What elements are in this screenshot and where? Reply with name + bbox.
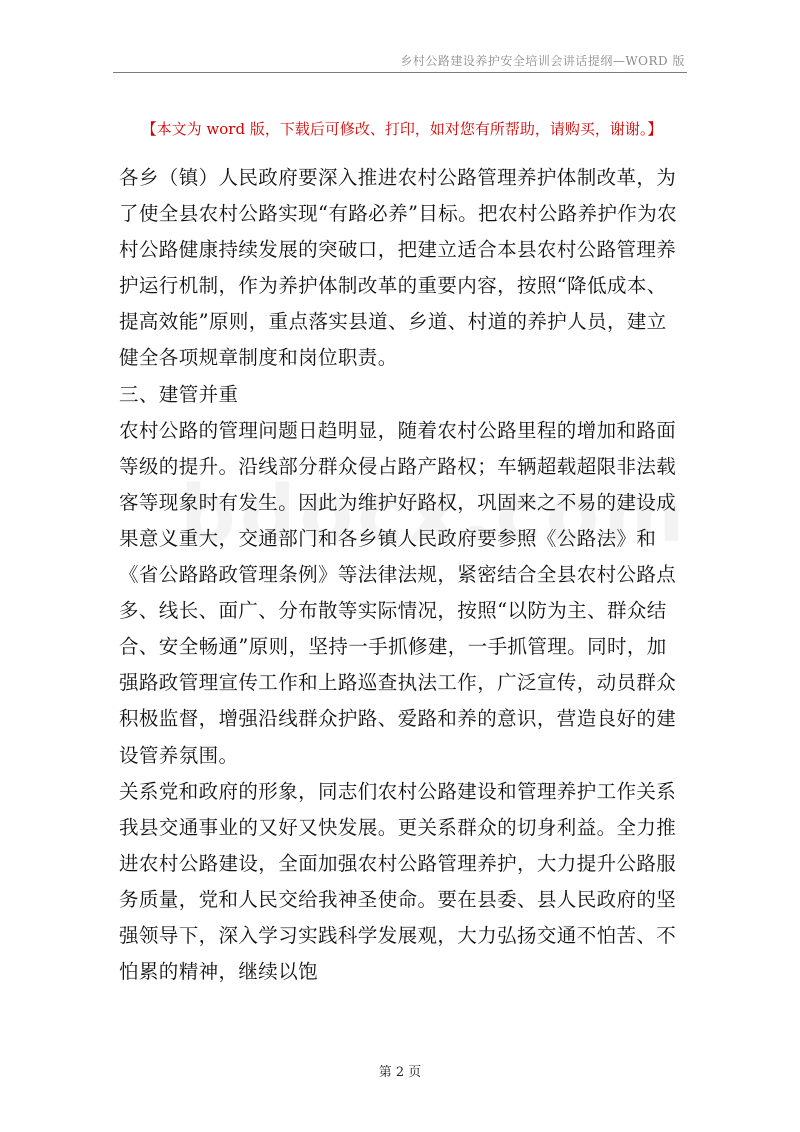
download-notice: 【本文为 word 版，下载后可修改、打印，如对您有所帮助，请购买，谢谢。】: [141, 120, 663, 138]
header-title: 乡村公路建设养护安全培训会讲话提纲—WORD 版: [400, 54, 685, 68]
paragraph-management: 农村公路的管理问题日趋明显，随着农村公路里程的增加和路面等级的提升。沿线部分群众侵占路产路权；车辆超载超限非法载客等现象时有发生。因此为维护好路权，巩固来之不易的建设成果意义重大，交通部门和各乡镇人民政府要参照《公路法》和《省公路路政管理条例》等法律法规，紧密结合全县农村公路点多、线长、面广、分布散等实际情况，按照“以防为主、群众结合、安全畅通”原则，坚持一手抓修建，一手抓管理。同时，加强路政管理宣传工作和上路巡查执法工作，广泛宣传，动员群众积极监督，增强沿线群众护路、爱路和养的意识，营造良好的建设管养氛围。: [119, 418, 677, 767]
paragraph-mission: 关系党和政府的形象，同志们农村公路建设和管理养护工作关系我县交通事业的又好又快发展。更关系群众的切身利益。全力推进农村公路建设，全面加强农村公路管理养护，大力提升公路服务质量，党和人民交给我神圣使命。要在县委、县人民政府的坚强领导下，深入学习实践科学发展观，大力弘扬交通不怕苦、不怕累的精神，继续以饱: [119, 779, 677, 984]
document-body: [119, 160, 685, 990]
page-number: 第 2 页: [378, 1065, 422, 1080]
section-heading: 三、建管并重: [119, 382, 239, 406]
paragraph-reform: 各乡（镇）人民政府要深入推进农村公路管理养护体制改革，为了使全县农村公路实现“有路必养”目标。把农村公路养护作为农村公路健康持续发展的突破口，把建立适合本县农村公路管理养护运行机制，作为养护体制改革的重要内容，按照“降低成本、提高效能”原则，重点落实县道、乡道、村道的养护人员，建立健全各项规章制度和岗位职责。: [119, 166, 678, 370]
page-header: [113, 50, 687, 73]
